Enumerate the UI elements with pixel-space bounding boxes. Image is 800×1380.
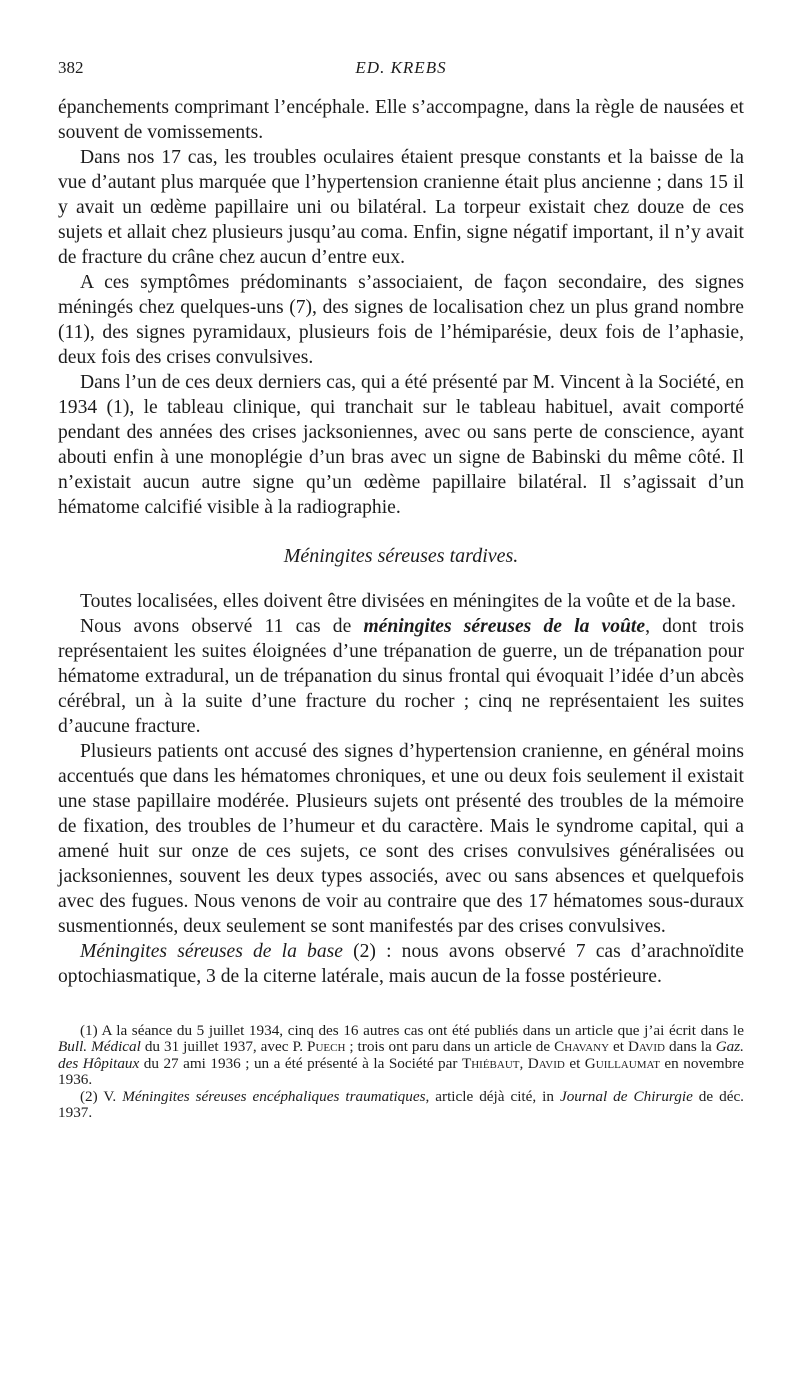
footnote-2	[58, 1089, 744, 1122]
paragraph: Plusieurs patients ont accusé des signes d’hypertension cranienne, en général moins accentués que dans les hématomes chroniques, et une ou deux fois seulement il existait une stase papillaire modérée. Plusieurs sujets ont présenté des troubles de la mémoire de fixation, des troubles de l’humeur et du caractère. Mais le syndrome capital, qui a amené huit sur onze de ces sujets, ce sont des crises convulsives généralisées ou jacksoniennes, souvent les deux types associés, avec ou sans absences et quelquefois avec des fugues. Nous venons de voir au contraire que des 17 hématomes sous-duraux susmentionnés, deux seulement se sont manifestés par des crises convulsives.	[58, 741, 744, 937]
text-run: Nous avons observé 11 cas de	[80, 616, 364, 637]
text-run: dans la	[664, 1038, 716, 1056]
author-name: Chavany	[554, 1038, 610, 1056]
emphasis: Méningites séreuses de la base	[80, 941, 343, 962]
author-name: David	[527, 1054, 565, 1072]
page-number: 382	[58, 58, 84, 77]
paragraph: épanchements comprimant l’encéphale. Elle s’accompagne, dans la règle de nausées et souvent de vomissements.	[58, 97, 744, 143]
text-run: ,	[519, 1054, 528, 1072]
citation: Journal de Chirurgie	[559, 1087, 693, 1105]
paragraph	[58, 939, 744, 989]
citation: Gaz. des Hôpitaux	[58, 1038, 744, 1072]
body-text	[58, 95, 744, 989]
author-name: Puech	[307, 1038, 346, 1056]
section-title: Méningites séreuses tardives.	[283, 545, 519, 567]
text-run: , article déjà cité, in	[425, 1087, 560, 1105]
footnotes	[58, 1023, 744, 1121]
text-run: de déc. 1937.	[58, 1087, 744, 1122]
citation: Bull. Médical	[58, 1038, 141, 1056]
page-header	[58, 52, 744, 82]
paragraph	[58, 614, 744, 739]
text-run: en novembre 1936.	[58, 1054, 744, 1089]
footnote-1	[58, 1023, 744, 1089]
paragraph: Toutes localisées, elles doivent être divisées en méningites de la voûte et de la base.	[80, 591, 736, 612]
text-run: (2) V.	[80, 1087, 123, 1105]
author-name: Thiébaut	[461, 1054, 520, 1072]
text-run: et	[564, 1054, 585, 1072]
text-run: du 31 juillet 1937, avec P.	[140, 1038, 307, 1056]
text-run: et	[609, 1038, 628, 1056]
text-run: , dont trois représentaient les suites éloignées d’une trépanation de guerre, un de trépanation pour hématome extradural, un de trépanation du sinus frontal qui évoquait l’idée d’un abcès cérébral, un à la suite d’une fracture du rocher ; cinq ne représentaient les suites d’aucune fracture.	[58, 616, 744, 737]
text-run: ; trois ont paru dans un article de	[345, 1038, 555, 1056]
paragraph: Dans nos 17 cas, les troubles oculaires étaient presque constants et la baisse de la vue d’autant plus marquée que l’hypertension cranienne était plus ancienne ; dans 15 il y avait un œdème papillaire uni ou bilatéral. La torpeur existait chez douze de ces sujets et allait chez plusieurs jusqu’au coma. Enfin, signe négatif important, il n’y avait de fracture du crâne chez aucun d’entre eux.	[58, 147, 744, 268]
emphasis: méningites séreuses de la voûte	[363, 616, 646, 637]
text-run: du 27 ami 1936 ; un a été présenté à la Société par	[139, 1054, 462, 1072]
citation: Méningites séreuses encéphaliques traumatiques	[122, 1087, 426, 1105]
paragraph: Dans l’un de ces deux derniers cas, qui a été présenté par M. Vincent à la Société, en 1934 (1), le tableau clinique, qui tranchait sur le tableau habituel, avait comporté pendant des années des crises jacksoniennes, avec ou sans perte de conscience, ayant abouti enfin à une monoplégie d’un bras avec un signe de Babinski du même côté. Il n’existait aucun autre signe qu’un œdème papillaire bilatéral. Il s’agissait d’un hématome calcifié visible à la radiographie.	[58, 372, 744, 518]
text-run: (1) A la séance du 5 juillet 1934, cinq des 16 autres cas ont été publiés dans un article que j’ai écrit dans le	[80, 1022, 744, 1039]
running-head: ED. KREBS	[355, 58, 447, 77]
author-name: Guillaumat	[584, 1054, 660, 1072]
paragraph: A ces symptômes prédominants s’associaient, de façon secondaire, des signes méningés chez quelques-uns (7), des signes de localisation chez un plus grand nombre (11), des signes pyramidaux, plusieurs fois de l’hémiparésie, deux fois de l’aphasie, deux fois des crises convulsives.	[58, 272, 744, 368]
author-name: David	[627, 1038, 665, 1056]
text-run: (2) : nous avons observé 7 cas d’arachnoïdite optochiasmatique, 3 de la citerne latérale, mais aucun de la fosse postérieure.	[58, 941, 745, 987]
page	[58, 52, 744, 1121]
